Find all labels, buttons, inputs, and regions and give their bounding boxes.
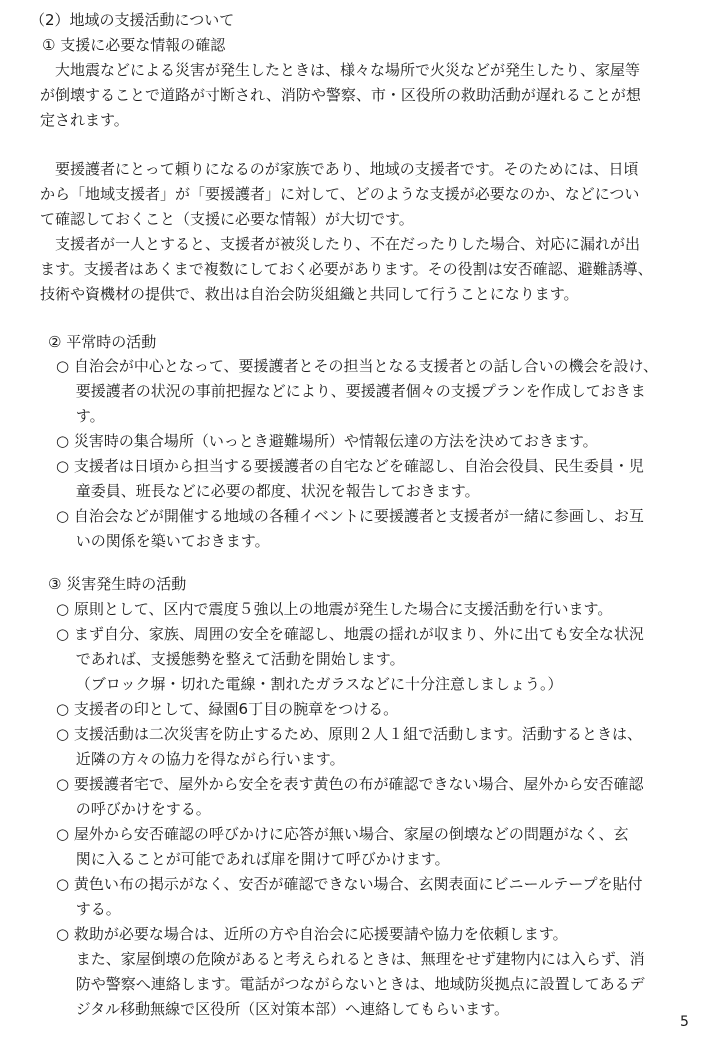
text-line: ○ まず自分、家族、周囲の安全を確認し、地震の揺れが収まり、外に出ても安全な状況 — [56, 625, 644, 643]
text-line: ○ 要援護者宅で、屋外から安全を表す黄色の布が確認できない場合、屋外から安否確認 — [56, 775, 644, 793]
text-line: ○ 災害時の集合場所（いっとき避難場所）や情報伝達の方法を決めておきます。 — [56, 432, 598, 450]
list-item — [56, 504, 658, 554]
subsection-heading-disaster: ③ 災害発生時の活動 — [48, 575, 187, 593]
text-line: 大地震などによる災害が発生したときは、様々な場所で火災などが発生したり、家屋等 — [40, 61, 641, 79]
text-line: 技術や資機材の提供で、救出は自治会防災組織と共同して行うことになります。 — [40, 285, 579, 303]
list-item — [56, 722, 645, 772]
text-line: 近隣の方々の協力を得ながら行います。 — [56, 750, 345, 768]
list-item — [56, 597, 645, 622]
text-line: 定されます。 — [40, 111, 129, 129]
page-number: 5 — [680, 1014, 689, 1030]
text-line: ○ 黄色い布の掲示がなく、安否が確認できない場合、玄関表面にビニールテープを貼付 — [56, 875, 643, 893]
text-line: ○ 支援活動は二次災害を防止するため、原則２人１組で活動します。活動するときは、 — [56, 725, 643, 743]
text-line: する。 — [56, 900, 121, 918]
text-line: ○ 原則として、区内で震度５強以上の地震が発生した場合に支援活動を行います。 — [56, 600, 613, 618]
text-line: 要援護者にとって頼りになるのが家族であり、地域の支援者です。そのためには、日頃 — [40, 160, 639, 178]
text-line: て確認しておくこと（支援に必要な情報）が大切です。 — [40, 210, 414, 228]
text-line: 防や警察へ連絡します。電話がつながらないときは、地域防災拠点に設置してあるデ — [56, 975, 645, 993]
list-item — [56, 454, 658, 504]
text-line: ます。支援者はあくまで複数にしておく必要があります。その役割は安否確認、避難誘導、 — [40, 260, 653, 278]
list-item — [56, 622, 645, 697]
disaster-activities-list — [56, 597, 645, 1022]
list-item — [56, 772, 645, 822]
text-line: 要援護者の状況の事前把握などにより、要援護者個々の支援プランを作成しておきま — [56, 382, 646, 400]
text-line: 支援者が一人とすると、支援者が被災したり、不在だったりした場合、対応に漏れが出 — [40, 235, 641, 253]
text-line: いの関係を築いておきます。 — [56, 532, 270, 550]
text-line: の呼びかけをする。 — [56, 800, 211, 818]
text-line: ○ 自治会が中心となって、要援護者とその担当となる支援者との話し合いの機会を設け、 — [56, 357, 658, 375]
paragraph-intro — [40, 58, 641, 133]
list-item — [56, 872, 645, 922]
list-item — [56, 697, 645, 722]
subsection-heading-info: ① 支援に必要な情報の確認 — [42, 36, 226, 54]
list-item — [56, 429, 658, 454]
text-line: ○ 屋外から安否確認の呼びかけに応答が無い場合、家屋の倒壊などの問題がなく、玄 — [56, 825, 629, 843]
text-line: ジタル移動無線で区役所（区対策本部）へ連絡してもらいます。 — [56, 1000, 509, 1018]
text-line: （ブロック塀・切れた電線・割れたガラスなどに十分注意しましょう。） — [56, 675, 563, 693]
section-heading: （2）地域の支援活動について — [30, 11, 235, 29]
text-line: 童委員、班長などに必要の都度、状況を報告しておきます。 — [56, 482, 480, 500]
text-line: であれば、支援態勢を整えて活動を開始します。 — [56, 650, 405, 668]
subsection-heading-normal: ② 平常時の活動 — [48, 333, 157, 351]
text-line: から「地域支援者」が「要援護者」に対して、どのような支援が必要なのか、などについ — [40, 185, 640, 203]
paragraph-supporters — [40, 157, 653, 307]
list-item — [56, 922, 645, 1022]
text-line: が倒壊することで道路が寸断され、消防や警察、市・区役所の救助活動が遅れることが想 — [40, 86, 641, 104]
text-line: また、家屋倒壊の危険があると考えられるときは、無理をせず建物内には入らず、消 — [56, 950, 645, 968]
text-line: ○ 支援者の印として、緑園6丁目の腕章をつける。 — [56, 700, 399, 718]
list-item — [56, 822, 645, 872]
list-item — [56, 354, 658, 429]
text-line: ○ 自治会などが開催する地域の各種イベントに要援護者と支援者が一緒に参画し、お互 — [56, 507, 644, 525]
text-line: 関に入ることが可能であれば扉を開けて呼びかけます。 — [56, 850, 450, 868]
normal-activities-list — [56, 354, 658, 554]
text-line: す。 — [56, 407, 105, 425]
text-line: ○ 支援者は日頃から担当する要援護者の自宅などを確認し、自治会役員、民生委員・児 — [56, 457, 644, 475]
text-line: ○ 救助が必要な場合は、近所の方や自治会に応援要請や協力を依頼します。 — [56, 925, 568, 943]
